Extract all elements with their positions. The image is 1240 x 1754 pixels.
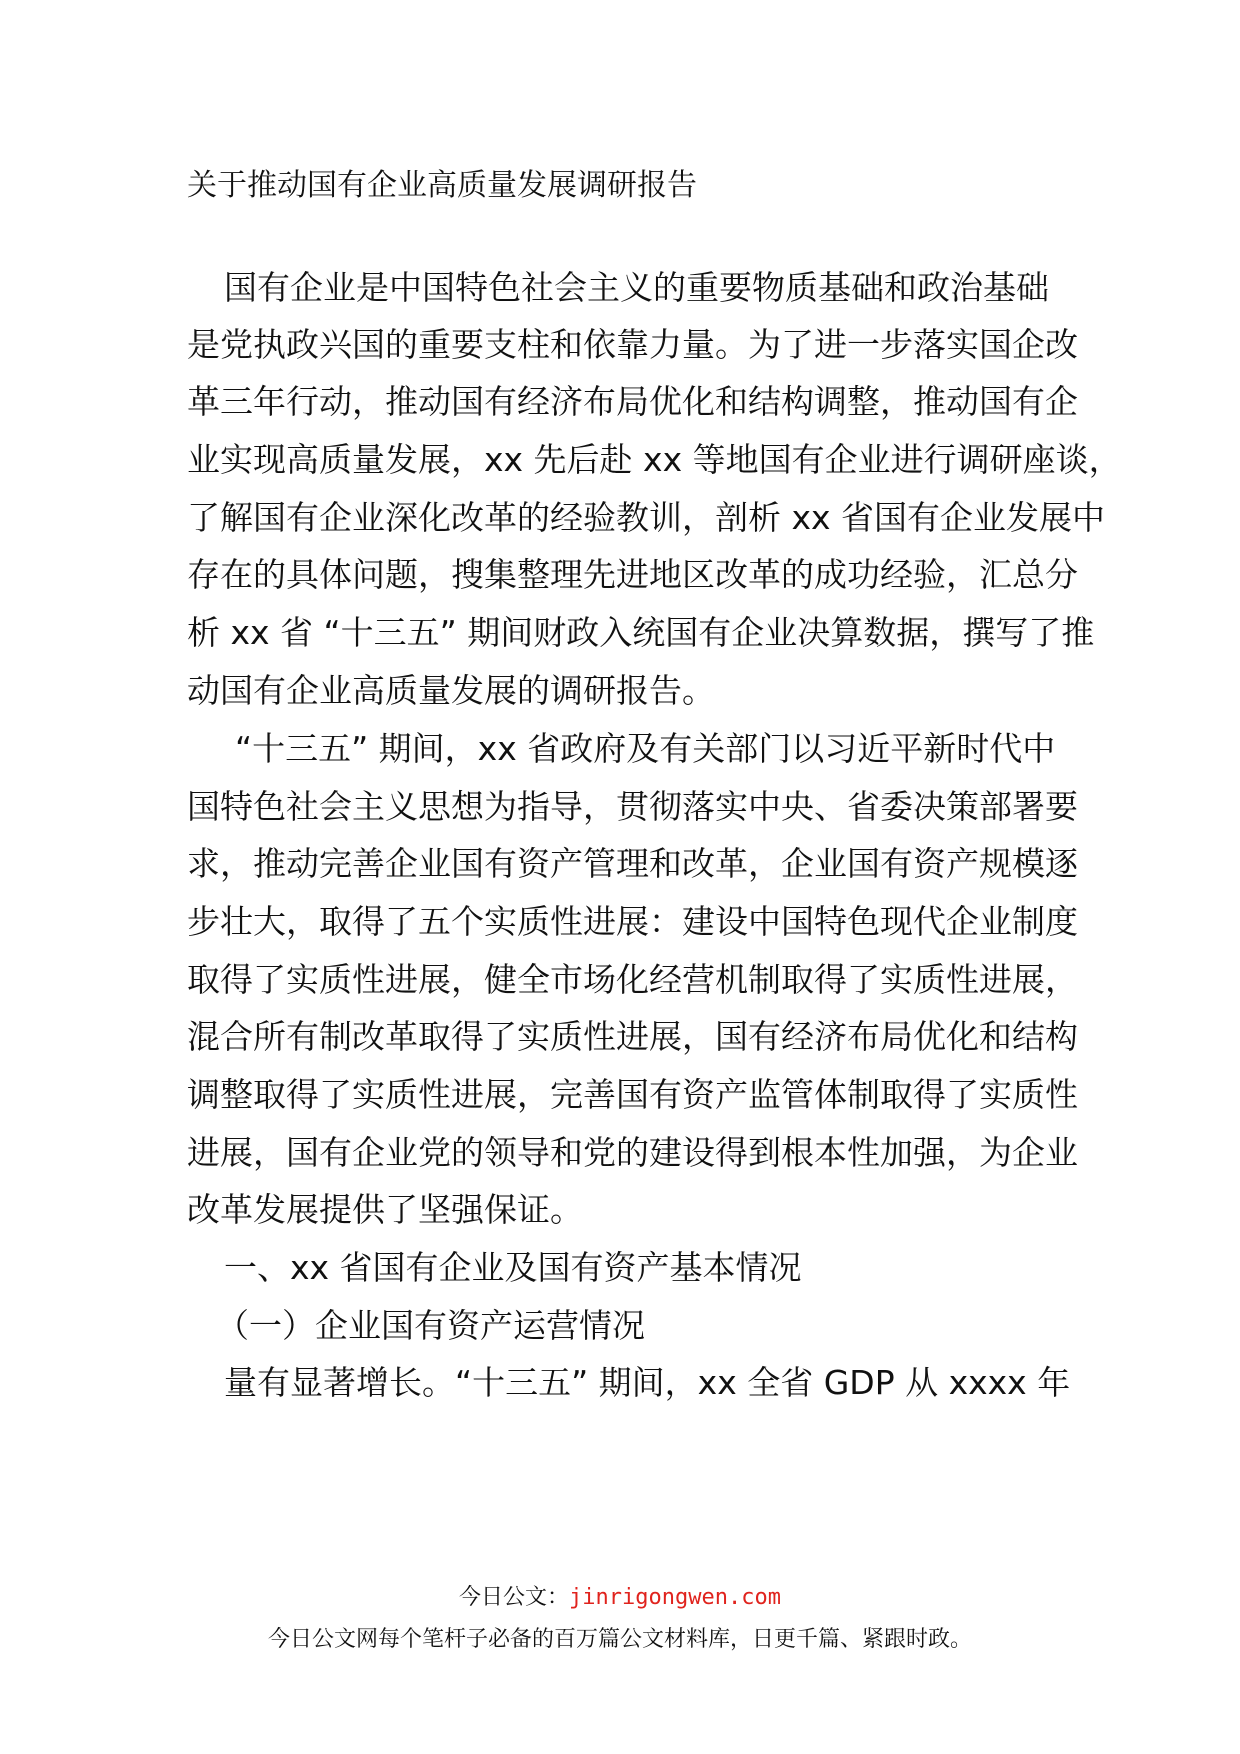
footer-site-line xyxy=(0,1583,1240,1613)
body-line-6: 存在的具体问题，搜集整理先进地区改革的成功经验，汇总分 xyxy=(187,555,1078,594)
body-line-1: 国有企业是中国特色社会主义的重要物质基础和政治基础 xyxy=(224,268,1049,307)
footer-tagline: 今日公文网每个笔杆子必备的百万篇公文材料库，日更千篇、紧跟时政。 xyxy=(267,1627,972,1652)
body-line-12: 步壮大，取得了五个实质性进展：建设中国特色现代企业制度 xyxy=(187,902,1078,941)
body-line-5: 了解国有企业深化改革的经验教训，剖析 xx 省国有企业发展中 xyxy=(187,498,1106,537)
body-line-10: 国特色社会主义思想为指导，贯彻落实中央、省委决策部署要 xyxy=(187,787,1078,826)
body-line-13: 取得了实质性进展，健全市场化经营机制取得了实质性进展， xyxy=(187,960,1078,999)
body-line-17: 改革发展提供了坚强保证。 xyxy=(187,1190,583,1229)
body-line-8: 动国有企业高质量发展的调研报告。 xyxy=(187,671,715,710)
body-line-11: 求，推动完善企业国有资产管理和改革，企业国有资产规模逐 xyxy=(187,844,1078,883)
body-line-15: 调整取得了实质性进展，完善国有资产监管体制取得了实质性 xyxy=(187,1075,1078,1114)
footer-site-label: 今日公文： xyxy=(459,1585,570,1610)
body-line-2: 是党执政兴国的重要支柱和依靠力量。为了进一步落实国企改 xyxy=(187,325,1078,364)
section-heading-1: 一、xx 省国有企业及国有资产基本情况 xyxy=(224,1248,802,1287)
body-line-7: 析 xx 省 “十三五” 期间财政入统国有企业决算数据，撰写了推 xyxy=(187,613,1095,652)
body-line-4: 业实现高质量发展，xx 先后赴 xx 等地国有企业进行调研座谈， xyxy=(187,440,1122,479)
body-line-20: 量有显著增长。“十三五” 期间，xx 全省 GDP 从 xxxx 年 xyxy=(224,1363,1071,1402)
body-line-16: 进展，国有企业党的领导和党的建设得到根本性加强，为企业 xyxy=(187,1133,1078,1172)
subsection-heading-1: （一）企业国有资产运营情况 xyxy=(216,1306,645,1345)
body-line-14: 混合所有制改革取得了实质性进展，国有经济布局优化和结构 xyxy=(187,1017,1078,1056)
body-line-3: 革三年行动，推动国有经济布局优化和结构调整，推动国有企 xyxy=(187,382,1078,421)
body-line-9: “十三五” 期间，xx 省政府及有关部门以习近平新时代中 xyxy=(235,729,1056,768)
footer-site-url[interactable]: jinrigongwen.com xyxy=(569,1585,781,1610)
document-title: 关于推动国有企业高质量发展调研报告 xyxy=(187,168,697,203)
